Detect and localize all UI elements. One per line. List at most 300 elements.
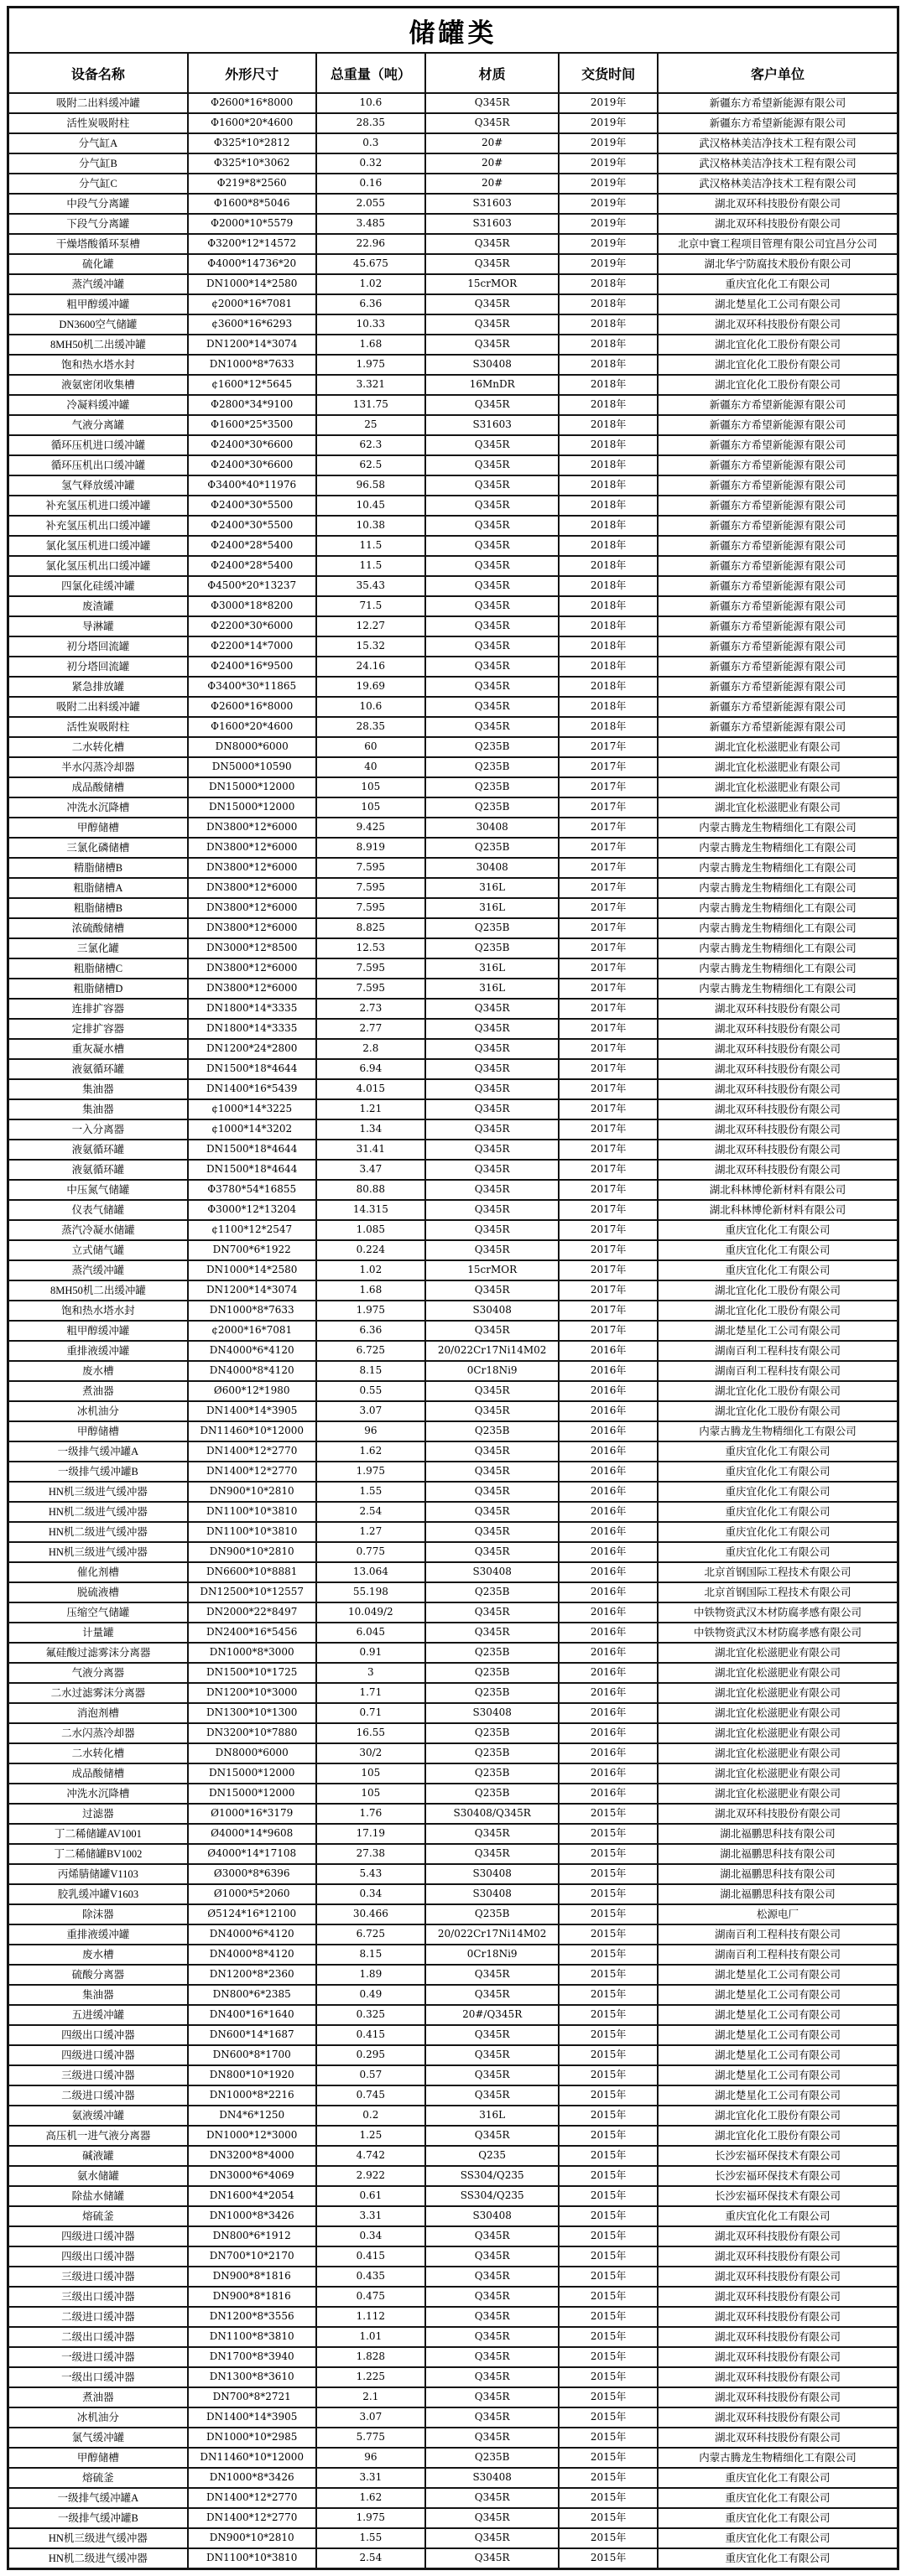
cell-delivery-time: 2015年 [559,1844,658,1864]
cell-delivery-time: 2015年 [559,1965,658,1985]
cell-customer: 湖北宜化松滋肥业有限公司 [658,757,898,777]
cell-weight: 27.38 [316,1844,426,1864]
cell-customer: 重庆宜化化工有限公司 [658,2468,898,2488]
cell-material: Q345R [425,1381,559,1401]
cell-weight: 2.54 [316,1502,426,1522]
cell-device-name: 饱和热水塔水封 [8,355,188,375]
cell-customer: 新疆东方希望新能源有限公司 [658,435,898,455]
table-row [8,254,898,274]
cell-material: Q345R [425,475,559,496]
cell-dimensions: DN1000*10*2985 [188,2428,316,2448]
cell-material: Q345R [425,1240,559,1260]
cell-delivery-time: 2018年 [559,314,658,335]
cell-material: 20/022Cr17Ni14M02 [425,1341,559,1361]
table-row [8,958,898,979]
cell-customer: 重庆宜化化工有限公司 [658,274,898,294]
table-row [8,194,898,214]
cell-weight: 0.16 [316,174,426,194]
table-row [8,274,898,294]
cell-material: 20# [425,174,559,194]
table-row [8,1924,898,1945]
table-row [8,1763,898,1784]
cell-material: Q345R [425,1160,559,1180]
table-row [8,2327,898,2347]
table-row [8,1663,898,1683]
table-row [8,2387,898,2407]
cell-device-name: 冲洗水沉降槽 [8,797,188,818]
cell-material: Q235B [425,1904,559,1924]
cell-delivery-time: 2015年 [559,1904,658,1924]
cell-weight: 0.775 [316,1542,426,1562]
cell-weight: 35.43 [316,576,426,596]
cell-material: Q235 [425,2146,559,2166]
cell-dimensions: DN6600*10*8881 [188,1562,316,1582]
cell-weight: 6.725 [316,1924,426,1945]
cell-dimensions: DN900*10*2810 [188,1542,316,1562]
cell-dimensions: DN700*6*1922 [188,1240,316,1260]
cell-material: 0Cr18Ni9 [425,1361,559,1381]
cell-delivery-time: 2016年 [559,1663,658,1683]
cell-delivery-time: 2017年 [559,818,658,838]
cell-customer: 湖北宜化松滋肥业有限公司 [658,1703,898,1723]
cell-dimensions: DN1400*12*2770 [188,2508,316,2528]
cell-device-name: 甲醇储槽 [8,2448,188,2468]
cell-device-name: 冰机油分 [8,1401,188,1421]
table-row [8,214,898,234]
table-row [8,1824,898,1844]
cell-device-name: 重灰凝水槽 [8,1039,188,1059]
table-row [8,174,898,194]
cell-material: Q345R [425,254,559,274]
cell-customer: 重庆宜化化工有限公司 [658,1482,898,1502]
cell-weight: 0.91 [316,1643,426,1663]
cell-material: Q345R [425,1542,559,1562]
cell-dimensions: DN11460*10*12000 [188,2448,316,2468]
cell-device-name: 过滤器 [8,1804,188,1824]
cell-customer: 湖北双环科技股份有限公司 [658,1019,898,1039]
cell-material: S30408 [425,1562,559,1582]
cell-material: Q345R [425,1844,559,1864]
cell-customer: 北京中寰工程项目管理有限公司宜昌分公司 [658,234,898,254]
cell-device-name: 液氨循环罐 [8,1140,188,1160]
cell-dimensions: DN1500*10*1725 [188,1663,316,1683]
cell-dimensions: Φ325*10*3062 [188,153,316,174]
cell-device-name: 液氨循环罐 [8,1059,188,1079]
cell-customer: 湖北宜化松滋肥业有限公司 [658,737,898,757]
cell-weight: 3.31 [316,2468,426,2488]
cell-device-name: 压缩空气储罐 [8,1602,188,1623]
cell-device-name: 仪表气储罐 [8,1200,188,1220]
cell-device-name: 四级进口缓冲器 [8,2226,188,2246]
cell-weight: 10.6 [316,697,426,717]
cell-device-name: 一级排气缓冲罐B [8,2508,188,2528]
cell-device-name: 催化剂槽 [8,1562,188,1582]
cell-customer: 湖北楚星化工公司有限公司 [658,1321,898,1341]
cell-weight: 1.71 [316,1683,426,1703]
cell-delivery-time: 2016年 [559,1502,658,1522]
cell-material: 30408 [425,858,559,878]
cell-device-name: 粗脂储槽C [8,958,188,979]
cell-weight: 1.02 [316,1260,426,1280]
storage-tank-table [7,6,899,2570]
cell-customer: 内蒙古腾龙生物精细化工有限公司 [658,938,898,958]
cell-weight: 1.975 [316,355,426,375]
cell-device-name: 活性炭吸附柱 [8,717,188,737]
cell-material: Q345R [425,2307,559,2327]
cell-device-name: 粗甲醇缓冲罐 [8,1321,188,1341]
cell-dimensions: DN1400*14*3905 [188,2407,316,2428]
cell-device-name: 三级进口缓冲器 [8,2065,188,2085]
cell-weight: 2.922 [316,2166,426,2186]
table-row [8,1884,898,1904]
cell-dimensions: Ø5124*16*12100 [188,1904,316,1924]
cell-dimensions: DN400*16*1640 [188,2005,316,2025]
cell-device-name: 干燥塔酸循环泵槽 [8,234,188,254]
cell-device-name: 二级进口缓冲器 [8,2307,188,2327]
cell-weight: 7.595 [316,858,426,878]
cell-material: Q345R [425,2267,559,2287]
cell-customer: 湖北双环科技股份有限公司 [658,1079,898,1099]
cell-delivery-time: 2018年 [559,335,658,355]
cell-dimensions: DN1800*14*3335 [188,1019,316,1039]
cell-weight: 0.57 [316,2065,426,2085]
cell-dimensions: DN1000*8*7633 [188,355,316,375]
cell-device-name: 粗甲醇缓冲罐 [8,294,188,314]
cell-delivery-time: 2015年 [559,1824,658,1844]
cell-material: Q345R [425,1099,559,1119]
cell-customer: 新疆东方希望新能源有限公司 [658,677,898,697]
table-row [8,797,898,818]
cell-customer: 湖南百利工程科技有限公司 [658,1341,898,1361]
cell-device-name: 四级出口缓冲器 [8,2246,188,2267]
table-row [8,2548,898,2569]
cell-device-name: 初分塔回流罐 [8,657,188,677]
cell-weight: 8.15 [316,1361,426,1381]
cell-device-name: HN机二级进气缓冲器 [8,2548,188,2569]
cell-customer: 新疆东方希望新能源有限公司 [658,717,898,737]
cell-material: Q345R [425,2045,559,2065]
cell-customer: 湖北楚星化工公司有限公司 [658,1965,898,1985]
cell-material: Q345R [425,2488,559,2508]
cell-material: Q345R [425,556,559,576]
cell-material: Q235B [425,1582,559,1602]
cell-device-name: 下段气分离罐 [8,214,188,234]
cell-dimensions: DN4*6*1250 [188,2106,316,2126]
cell-weight: 105 [316,797,426,818]
cell-material: Q235B [425,1421,559,1441]
cell-weight: 0.3 [316,133,426,153]
cell-delivery-time: 2018年 [559,475,658,496]
cell-dimensions: DN700*8*2721 [188,2387,316,2407]
cell-dimensions: Φ2200*30*6000 [188,616,316,636]
cell-customer: 内蒙古腾龙生物精细化工有限公司 [658,818,898,838]
cell-delivery-time: 2018年 [559,677,658,697]
cell-device-name: 活性炭吸附柱 [8,113,188,133]
cell-customer: 内蒙古腾龙生物精细化工有限公司 [658,2448,898,2468]
cell-device-name: 冷凝料缓冲罐 [8,395,188,415]
cell-weight: 105 [316,777,426,797]
cell-material: Q235B [425,1683,559,1703]
cell-weight: 6.725 [316,1341,426,1361]
cell-dimensions: ¢1000*14*3225 [188,1099,316,1119]
cell-delivery-time: 2017年 [559,1099,658,1119]
cell-weight: 3.07 [316,2407,426,2428]
cell-device-name: 消泡剂槽 [8,1703,188,1723]
cell-weight: 1.21 [316,1099,426,1119]
cell-dimensions: DN4000*8*4120 [188,1945,316,1965]
cell-weight: 80.88 [316,1180,426,1200]
cell-weight: 0.475 [316,2287,426,2307]
cell-weight: 14.315 [316,1200,426,1220]
cell-customer: 湖北宜化松滋肥业有限公司 [658,1683,898,1703]
cell-weight: 0.325 [316,2005,426,2025]
cell-weight: 10.33 [316,314,426,335]
cell-delivery-time: 2017年 [559,1180,658,1200]
cell-delivery-time: 2016年 [559,1421,658,1441]
cell-dimensions: DN1100*10*3810 [188,1502,316,1522]
cell-weight: 7.595 [316,958,426,979]
column-header: 交货时间 [559,53,658,93]
cell-dimensions: DN1500*18*4644 [188,1059,316,1079]
cell-customer: 湖北楚星化工公司有限公司 [658,1985,898,2005]
cell-weight: 3.07 [316,1401,426,1421]
cell-customer: 中铁物资武汉木材防腐孝感有限公司 [658,1623,898,1643]
cell-dimensions: DN4000*8*4120 [188,1361,316,1381]
cell-device-name: 重排液缓冲罐 [8,1924,188,1945]
cell-device-name: 气液分离罐 [8,415,188,435]
cell-customer: 湖北双环科技股份有限公司 [658,2307,898,2327]
cell-delivery-time: 2017年 [559,1280,658,1301]
cell-customer: 湖北双环科技股份有限公司 [658,1119,898,1140]
cell-device-name: 初分塔回流罐 [8,636,188,657]
cell-weight: 1.68 [316,1280,426,1301]
cell-material: Q345R [425,335,559,355]
cell-device-name: 8MH50机二出缓冲罐 [8,335,188,355]
table-row [8,1280,898,1301]
cell-delivery-time: 2015年 [559,2327,658,2347]
cell-delivery-time: 2015年 [559,2246,658,2267]
cell-dimensions: DN4000*6*4120 [188,1341,316,1361]
table-row [8,2025,898,2045]
cell-delivery-time: 2018年 [559,516,658,536]
cell-weight: 0.415 [316,2246,426,2267]
cell-material: Q345R [425,395,559,415]
table-row [8,1844,898,1864]
cell-customer: 湖北宜化化工股份有限公司 [658,1301,898,1321]
cell-device-name: 废渣罐 [8,596,188,616]
cell-delivery-time: 2015年 [559,1945,658,1965]
cell-dimensions: Φ1600*20*4600 [188,113,316,133]
cell-weight: 31.41 [316,1140,426,1160]
cell-device-name: 气液分离器 [8,1663,188,1683]
table-row [8,1441,898,1462]
cell-dimensions: DN1100*10*3810 [188,1522,316,1542]
cell-weight: 3.321 [316,375,426,395]
cell-weight: 3.31 [316,2206,426,2226]
cell-customer: 湖北双环科技股份有限公司 [658,2327,898,2347]
cell-customer: 重庆宜化化工有限公司 [658,1441,898,1462]
cell-dimensions: DN800*6*1912 [188,2226,316,2246]
cell-material: 316L [425,958,559,979]
cell-device-name: 胶乳缓冲罐V1603 [8,1884,188,1904]
cell-weight: 10.38 [316,516,426,536]
cell-material: S30408 [425,1864,559,1884]
table-row [8,133,898,153]
cell-device-name: 计量罐 [8,1623,188,1643]
cell-device-name: 除盐水储罐 [8,2186,188,2206]
cell-weight: 30.466 [316,1904,426,1924]
cell-material: 316L [425,898,559,918]
cell-weight: 40 [316,757,426,777]
table-row [8,1341,898,1361]
table-row [8,455,898,475]
table-row [8,2347,898,2367]
cell-delivery-time: 2019年 [559,214,658,234]
cell-dimensions: DN1200*24*2800 [188,1039,316,1059]
cell-weight: 1.34 [316,1119,426,1140]
cell-delivery-time: 2017年 [559,918,658,938]
cell-delivery-time: 2016年 [559,1683,658,1703]
cell-material: Q345R [425,1119,559,1140]
cell-customer: 湖北双环科技股份有限公司 [658,1160,898,1180]
cell-delivery-time: 2015年 [559,2106,658,2126]
cell-material: Q345R [425,2407,559,2428]
cell-delivery-time: 2018年 [559,395,658,415]
cell-customer: 重庆宜化化工有限公司 [658,1240,898,1260]
cell-dimensions: DN900*10*2810 [188,1482,316,1502]
cell-material: SS304/Q235 [425,2186,559,2206]
table-row [8,93,898,113]
cell-weight: 0.32 [316,153,426,174]
cell-device-name: 一入分离器 [8,1119,188,1140]
cell-customer: 湖北楚星化工公司有限公司 [658,2085,898,2106]
cell-dimensions: DN900*10*2810 [188,2528,316,2548]
cell-material: Q345R [425,2367,559,2387]
cell-material: Q345R [425,2387,559,2407]
cell-weight: 24.16 [316,657,426,677]
cell-device-name: 8MH50机二出缓冲罐 [8,1280,188,1301]
cell-material: 30408 [425,818,559,838]
cell-delivery-time: 2018年 [559,536,658,556]
cell-dimensions: Φ4000*14736*20 [188,254,316,274]
cell-customer: 湖北科林博伦新材料有限公司 [658,1180,898,1200]
cell-weight: 17.19 [316,1824,426,1844]
cell-weight: 60 [316,737,426,757]
cell-customer: 武汉格林美洁净技术工程有限公司 [658,133,898,153]
cell-material: Q345R [425,2508,559,2528]
cell-material: Q345R [425,1482,559,1502]
cell-weight: 15.32 [316,636,426,657]
cell-weight: 28.35 [316,113,426,133]
table-row [8,677,898,697]
table-row [8,415,898,435]
cell-delivery-time: 2017年 [559,757,658,777]
cell-customer: 新疆东方希望新能源有限公司 [658,616,898,636]
table-row [8,1784,898,1804]
cell-dimensions: DN1000*14*2580 [188,1260,316,1280]
table-row [8,1522,898,1542]
cell-delivery-time: 2018年 [559,455,658,475]
cell-customer: 湖北楚星化工公司有限公司 [658,2045,898,2065]
cell-material: 20# [425,133,559,153]
cell-dimensions: ¢2000*16*7081 [188,1321,316,1341]
cell-customer: 湖北宜化化工股份有限公司 [658,355,898,375]
cell-material: 15crMOR [425,1260,559,1280]
cell-dimensions: Φ2800*34*9100 [188,395,316,415]
cell-weight: 1.975 [316,1462,426,1482]
table-row [8,2106,898,2126]
cell-device-name: 蒸汽缓冲罐 [8,274,188,294]
cell-delivery-time: 2019年 [559,133,658,153]
cell-delivery-time: 2015年 [559,2508,658,2528]
cell-dimensions: ¢1600*12*5645 [188,375,316,395]
cell-device-name: 一级排气缓冲罐A [8,1441,188,1462]
cell-material: Q345R [425,1140,559,1160]
cell-device-name: 粗脂储槽D [8,979,188,999]
cell-delivery-time: 2016年 [559,1341,658,1361]
cell-dimensions: DN15000*12000 [188,1763,316,1784]
cell-delivery-time: 2015年 [559,2226,658,2246]
cell-weight: 8.919 [316,838,426,858]
cell-material: Q345R [425,2025,559,2045]
cell-weight: 1.085 [316,1220,426,1240]
cell-customer: 北京首钢国际工程技术有限公司 [658,1582,898,1602]
cell-delivery-time: 2016年 [559,1723,658,1743]
cell-delivery-time: 2016年 [559,1562,658,1582]
cell-dimensions: DN700*10*2170 [188,2246,316,2267]
cell-dimensions: Φ2400*30*6600 [188,455,316,475]
table-row [8,1160,898,1180]
cell-material: Q345R [425,1401,559,1421]
cell-dimensions: DN2400*16*5456 [188,1623,316,1643]
table-row [8,1099,898,1119]
table-row [8,999,898,1019]
cell-device-name: 除沫器 [8,1904,188,1924]
cell-customer: 湖北宜化化工股份有限公司 [658,1280,898,1301]
cell-delivery-time: 2017年 [559,737,658,757]
cell-material: Q345R [425,314,559,335]
cell-material: Q345R [425,496,559,516]
cell-customer: 内蒙古腾龙生物精细化工有限公司 [658,979,898,999]
cell-weight: 96 [316,2448,426,2468]
cell-device-name: 废水槽 [8,1361,188,1381]
cell-weight: 0.295 [316,2045,426,2065]
table-row [8,496,898,516]
cell-delivery-time: 2016年 [559,1482,658,1502]
cell-customer: 新疆东方希望新能源有限公司 [658,536,898,556]
cell-weight: 0.34 [316,2226,426,2246]
cell-delivery-time: 2015年 [559,1884,658,1904]
cell-device-name: 立式储气罐 [8,1240,188,1260]
cell-delivery-time: 2019年 [559,153,658,174]
cell-customer: 湖北双环科技股份有限公司 [658,2246,898,2267]
cell-delivery-time: 2015年 [559,2065,658,2085]
cell-weight: 55.198 [316,1582,426,1602]
cell-dimensions: Φ3200*12*14572 [188,234,316,254]
table-row [8,2367,898,2387]
cell-customer: 重庆宜化化工有限公司 [658,1220,898,1240]
cell-device-name: DN3600空气储罐 [8,314,188,335]
cell-dimensions: Φ2600*16*8000 [188,93,316,113]
cell-material: Q235B [425,777,559,797]
table-row [8,1623,898,1643]
cell-material: Q345R [425,93,559,113]
cell-dimensions: Ø1000*16*3179 [188,1804,316,1824]
table-row [8,2267,898,2287]
cell-device-name: 粗脂储槽A [8,878,188,898]
cell-delivery-time: 2017年 [559,1140,658,1160]
cell-device-name: 定排扩容器 [8,1019,188,1039]
